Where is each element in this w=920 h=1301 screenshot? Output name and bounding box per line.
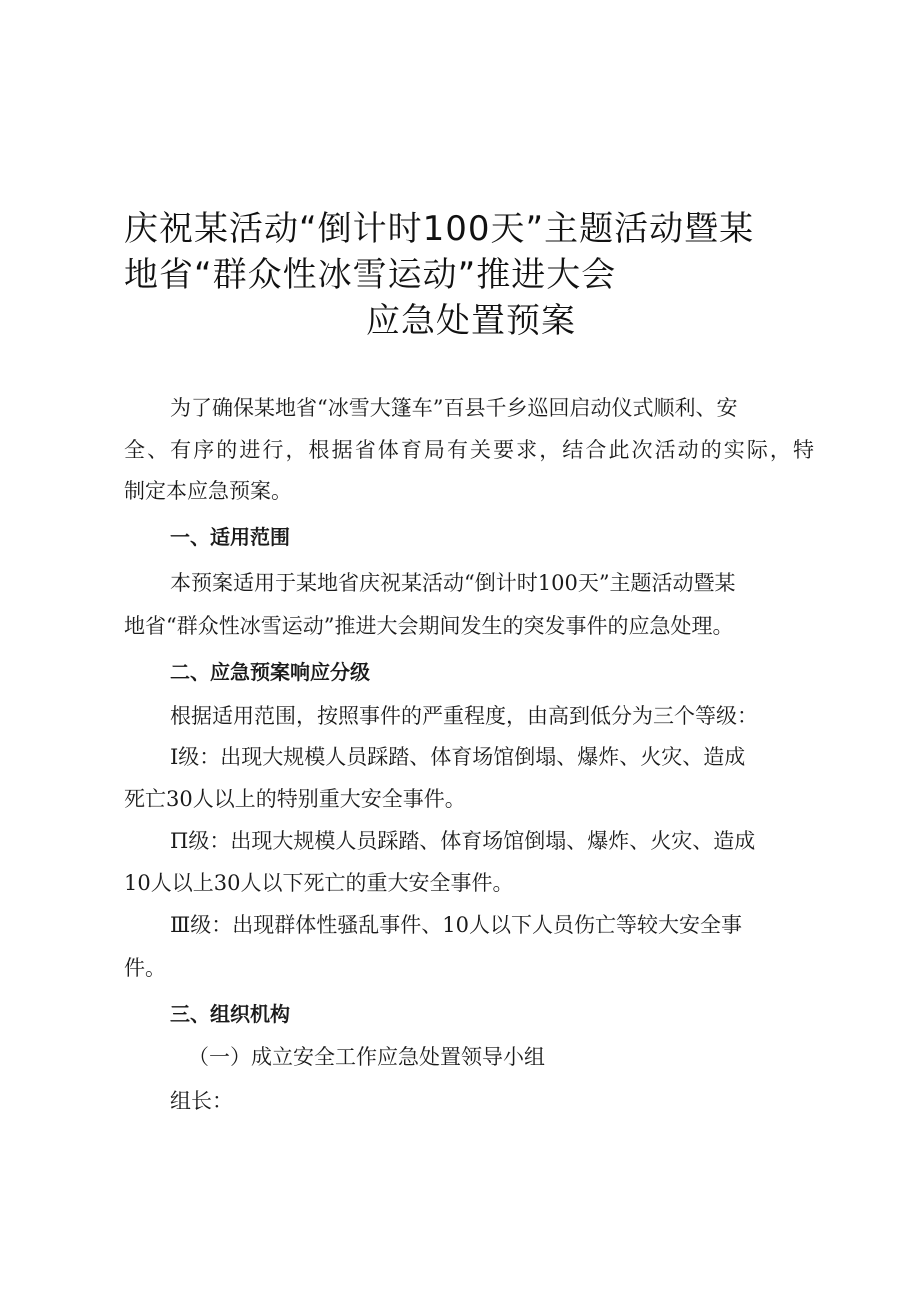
section-heading-organization: 三、组织机构 <box>170 1002 290 1026</box>
intro-paragraph-line-1: 为了确保某地省“冰雪大篷车”百县千乡巡回启动仪式顺利、安 <box>170 396 738 420</box>
document-title-line-1: 庆祝某活动“倒计时100天”主题活动暨某 <box>124 209 755 249</box>
group-leader-label: 组长： <box>170 1089 233 1113</box>
level-1-line-2: 死亡30人以上的特别重大安全事件。 <box>124 787 466 811</box>
scope-paragraph-line-2: 地省“群众性冰雪运动”推进大会期间发生的突发事件的应急处理。 <box>124 614 734 638</box>
section-heading-response-levels: 二、应急预案响应分级 <box>170 660 370 684</box>
level-2-line-1: Π级：出现大规模人员踩踏、体育场馆倒塌、爆炸、火灾、造成 <box>170 829 756 853</box>
levels-intro-line: 根据适用范围，按照事件的严重程度，由高到低分为三个等级： <box>170 704 758 728</box>
document-title-line-2: 地省“群众性冰雪运动”推进大会 <box>124 255 617 295</box>
scope-paragraph-line-1: 本预案适用于某地省庆祝某活动“倒计时100天”主题活动暨某 <box>170 571 736 595</box>
level-3-line-2: 件。 <box>124 956 166 980</box>
section-heading-scope: 一、适用范围 <box>170 525 290 549</box>
intro-paragraph-line-2: 全、有序的进行，根据省体育局有关要求，结合此次活动的实际，特 <box>124 438 814 462</box>
subsection-leading-group: （一）成立安全工作应急处置领导小组 <box>188 1045 545 1069</box>
level-1-line-1: Ⅰ级：出现大规模人员踩踏、体育场馆倒塌、爆炸、火灾、造成 <box>170 745 746 769</box>
document-title-line-3: 应急处置预案 <box>366 301 576 341</box>
level-2-line-2: 10人以上30人以下死亡的重大安全事件。 <box>124 871 514 895</box>
level-3-line-1: Ⅲ级：出现群体性骚乱事件、10人以下人员伤亡等较大安全事 <box>170 913 742 937</box>
intro-paragraph-line-3: 制定本应急预案。 <box>124 479 292 503</box>
